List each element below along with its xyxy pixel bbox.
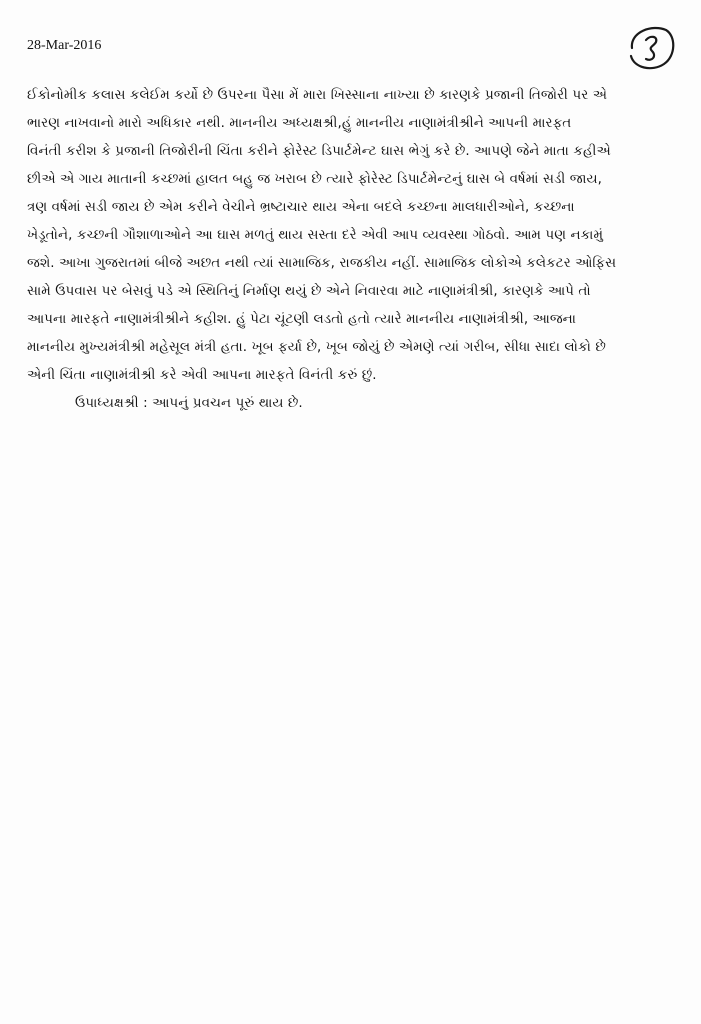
body-line-10: માનનીય મુખ્યમંત્રીશ્રી મહેસૂલ મંત્રી હતા. ખૂબ ફર્યા છે, ખૂબ જોયું છે એમણે ત્યાં ગરીબ, સીધા સાદા લોકો છે (27, 340, 606, 355)
body-line-8: સામે ઉપવાસ પર બેસવું પડે એ સ્થિતિનું નિર્માણ થયું છે એને નિવારવા માટે નાણામંત્રીશ્રી, કારણકે આપે તો (27, 284, 591, 299)
body-line-3: વિનંતી કરીશ કે પ્રજાની તિજોરીની ચિંતા કરીને ફોરેસ્ટ ડિપાર્ટમેન્ટ ઘાસ ભેગું કરે છે. આપણે જેને માતા કહીએ (27, 144, 611, 159)
body-line-11: એની ચિંતા નાણામંત્રીશ્રી કરે એવી આપના મારફતે વિનંતી કરું છું. (27, 368, 377, 383)
body-line-4: છીએ એ ગાય માતાની કચ્છમાં હાલત બહુ જ ખરાબ છે ત્યારે ફોરેસ્ટ ડિપાર્ટમેન્ટનું ઘાસ બે વર્ષમાં સડી જાય, (27, 172, 602, 187)
circled-number-icon (622, 18, 678, 74)
document-date: 28-Mar-2016 (27, 38, 102, 53)
handwritten-page-number-mark (622, 18, 678, 74)
body-line-1: ઈકોનોમીક કલાસ કલેઈમ કર્યો છે ઉપરના પૈસા મેં મારા ખિસ્સાના નાખ્યા છે કારણકે પ્રજાની તિજોરી પર એ (27, 88, 607, 103)
body-line-6: ખેડૂતોને, કચ્છની ગૌશાળાઓને આ ઘાસ મળતું થાય સસ્તા દરે એવી આપ વ્યવસ્થા ગોઠવો. આમ પણ નકામું (27, 228, 604, 243)
body-line-9: આપના મારફતે નાણામંત્રીશ્રીને કહીશ. હું પેટા ચૂંટણી લડતો હતો ત્યારે માનનીય નાણામંત્રીશ્રી, આજના (27, 312, 577, 327)
body-line-7: જશે. આખા ગુજરાતમાં બીજે અછત નથી ત્યાં સામાજિક, રાજકીય નહીં. સામાજિક લોકોએ કલેકટર ઓફિસ (27, 256, 617, 271)
transcript-body (27, 82, 687, 418)
body-line-5: ત્રણ વર્ષમાં સડી જાય છે એમ કરીને વેચીને ભ્રષ્ટાચાર થાય એના બદલે કચ્છના માલધારીઓને, કચ્છના (27, 200, 575, 215)
body-line-2: ભારણ નાખવાનો મારો અધિકાર નથી. માનનીય અધ્યક્ષશ્રી,હું માનનીય નાણામંત્રીશ્રીને આપની મારફત (27, 116, 572, 131)
speaker-line: ઉપાધ્યક્ષશ્રી : આપનું પ્રવચન પૂરું થાય છે. (75, 396, 303, 411)
